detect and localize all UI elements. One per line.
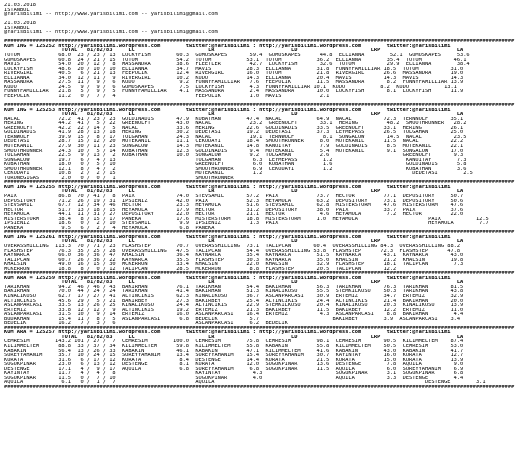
document-line: KUM ING = 125261 http://yarisbilimi.wordpress.com twitter:@YarisBilimi : http://yarisbilimi.wordpress.com twitter:@YarisBilimi: [4, 234, 451, 240]
document-line: HERING 44.2 41 / 5 / 22 GREENOLFT 43.0 NACAL 23.2 GREENOLFT 33.1 HERING 48.2 SMOOTHRUNNER 28.2: [4, 121, 467, 126]
document-line: KUM ING = 125253 http://yarisbilimi.wordpress.com twitter:@YarisBilimi : http://yarisbilimi.wordpress.com twitter:@YarisBilimi: [4, 107, 451, 113]
document-line: SOGUKPINAR 11.5 0 / 7 / 10 SOGUKPINAR 4.0 AQUILA 3.3 DESTENGE 4.4: [4, 375, 464, 381]
document-line: TERNWOLF 39.9 15 / 8 / 17 TOLGAHAN 24.3 NACAL 19.1 TERNWOLF 8.1 SONGALOW 14.5 NACAL 23.5: [4, 134, 467, 140]
document-line: ################################################################################################################################################################: [4, 230, 515, 235]
document-line: MUTEKANIL 27.9 30 / 11 / 23 SONGALOW 14.3 MUTEKANIL 14.8 KANUITAY 7.9 GOLDINADIS 8.5 MUTEKANIL 22.1: [4, 143, 464, 149]
document-line: TOTOM 68.0 23 / 23 / 13 LUCKYFISH 60.3 GUMUSKAPES 59.4 GUMUSKAPES 44.8 ELLIANNA 52.1 GUMUSKAPES 53.6: [4, 53, 470, 58]
document-line: DEPOSITORY 71.2 26 / 19 / 31 IPSIENIZ 42.0 PAIX 52.3 HEYAMOLA 63.2 DEPOSITORY 73.1 DEPOSITORY 50.6: [4, 198, 464, 204]
document-line: 21.03.2018: [4, 3, 36, 8]
document-line: SOGUKPINAR 23.0 6 / 13 / 12 DESTENGE 8.1 KURATA 12.0 SOGUKPINAR 13.6 DESTENGE 7.8 AQUILA 9.0: [4, 362, 464, 367]
document-line: ALTINCIKIS 45.6 29 / 5 / 21 BAKIRBEY 27.3 BAKIRBEY 25.4 ALTINCIKIS 24.4 ALTINCIKIS 21.4 BAKIRHAN 20.0: [4, 298, 464, 304]
document-line: GREENOLFT 42.2 22 / 14 / 5 NACAL 33.6 HERING 22.6 GOLDINADIS 33.5 GREENOLFT 33.1 HERING 26.1: [4, 125, 464, 131]
document-line: AQUILA 6.1 0 / 1 / 7 AQUILA DESTENGE 3.1: [4, 380, 486, 385]
document-line: MCKERRON 18.8 8 / 0 / 12 TALIPCAN 28.5 MCKERRON 8.8 FLASHSTEP 20.5 TALIPCAN 12.2: [4, 266, 397, 272]
document-line: IPSIENIZ 18.6 0 / 2 / 10 STEVSAMIL 9.9 IPSIENIZ 1.3 PAIX HEYAMOLA 7.7: [4, 221, 489, 226]
document-line: ################################################################################################################################################################: [4, 180, 515, 185]
document-line: STEVSAMIL 67.7 12 / 34 / 46 HECTOR 23.3 HEYAMOLA 51.6 STEVSAMIL 62.8 MISTERSTORM 47.6 MISTERSTORM 47.6: [4, 203, 464, 208]
document-line: GUMUSKAPES 60.8 24 / 21 / 15 TOTOM 54.2 TOTOM 53.1 TOTOM 36.2 ELLIANNA 35.4 TOTOM 46.1: [4, 57, 467, 63]
document-line: NACAL 72.2 41 / 23 / 23 GOLDINADIS 47.9 KOBATHAN 47.4 NACAL 64.9 NACAL 72.3 TERNNOLF 35.1: [4, 116, 464, 122]
document-line: OVERASSHILLING 113.3 70 / 71 / 23 FLASHSTEP 70.7 OVERASSHILLING 73.1 TALIPCAN 60.4 OVERASSHILLING 84.3 OVERASSHILLING 88.2: [4, 243, 461, 249]
document-line: MISTERSTORM 38.4 8 / 15 / 17 PANEKA 17.6 MISTERSTORM 18.8 MISTERSTORM 1.0 HEYAMOLA PAIX 12.5: [4, 216, 489, 222]
document-line: DEDETASI 28.7 15 / 12 / 20 MUTEKANIL 11.1 CEKODAYI 18.4 SMOOTHRUNNER 8.0 MUTEKANIL 11.5 NACAL 22.2: [4, 139, 464, 144]
document-line: TORONEGIGAS 2.0 0 / 0 / 1 SMOOTHRUNNER: [4, 175, 234, 181]
document-line: TOTAL 81/82/83 LC LR LD LRP LA: [4, 280, 464, 285]
document-line: ################################################################################################################################################################: [4, 103, 515, 108]
document-line: KINALIKUSU 62.7 17 / 27 / 41 ALTINCIKIS 62.3 KINALIKUSU 36.7 ASLANPARCASI 30.9 ERTEMIZ 34.7 ERTEMIZ 32.9: [4, 294, 464, 299]
document-line: KUM ARA = 125257 http://yarisbilimi.wordpress.com twitter:@YarisBilimi : http://yarisbilimi.wordpress.com twitter:@YarisBilimi: [4, 330, 451, 335]
document-line: KOBATHAN 18.0 0 / 5 / 10 GREENOLFT 6.0 KOBATHAN 1.6 GOLDINADIS 5.8: [4, 162, 467, 167]
document-line: ################################################################################################################################################################: [4, 325, 515, 331]
document-line: TOTAL 81/82/83 LC LR LD LRP LA: [4, 112, 464, 117]
document-line: TOTAL 81/82/83 LC LR LD LRP LA: [4, 189, 464, 194]
document-line: TOLGAHAN 22.5 9 / 13 / 2 KOBATHAN 10.0 SONGALOW 9.2 TOLGAHAN 2.6 GREENOLFT 9.3: [4, 153, 464, 158]
document-line: KUM ING = 125252 http://yarisbilimi.wordpress.com twitter:@YarisBilimi : http://yarisbilimi.wordpress.com twitter:@YarisBilimi: [4, 43, 451, 49]
document-line: 21.03.2018: [4, 21, 36, 26]
document-line: @YarisBilimi -- http://www.yarisbilimi.com -- yarisbilimi@gmail.com: [4, 12, 218, 17]
document-line: SMOOTHRUNNER 12.1 8 / 4 / 2 SMOOTHRUNNER 6.9 CEKODAYI 1.2 KOBATHAN 3.6: [4, 166, 467, 172]
document-line: ELLIANNA 34.0 12 / 11 / 9 RIVERGIRL 10.2 KUDO 14.3 ELLIANNA 20.4 MAVIS 14.3 MAVIS 14.3: [4, 75, 464, 81]
document-line: KUDO 24.5 9 / 9 / 6 GUMUSKAPES 7.5 LUCKYFISH 4.3 FUNNYFAMILLIAR 10.1 KUDO 8.2 KUDO 13.1: [4, 84, 457, 90]
document-line: BUDAKHAN 15.4 11 / 8 / 5 ASLANPARCASI 6.8 BEDELIK 5.7 BAKIRBEY 3.9 ASLANPARCASI 3.4: [4, 316, 461, 322]
document-line: KILIMMELTEM 88.8 33 / 37 / 34 KILIMMELTEM 59.8 KILIMMELTEM 55.8 KABAKIN 55.8 KILIMMELTEM 50.5 CEMRESIM 53.0: [4, 344, 464, 349]
document-line: KAYNARCA 66.0 36 / 36 / 47 KHALSIN 36.4 KAYNARCA 35.4 KAYNARCA 51.5 KAYNARCA 43.1 KAYNARCA 43.0: [4, 253, 464, 258]
document-line: CEMRESIM 143.2 101 / 27 / 7 CEMRESIM 100.0 CEMRESIM 75.8 CEMRESIM 98.1 CEMRESIM 90.5 KILIMMELTEM 87.4: [4, 339, 464, 345]
document-line: FLASHSTEP 76.3 35 / 25 / 28 OVERASSHILLING 47.5 TALIPCAN 54.4 OVERASSHILLING 53.8 FLASHSTEP 72.3 FLASHSTEP 47.8: [4, 248, 461, 254]
document-line: HEYAMOLA 44.1 11 / 31 / 27 DEPOSITORY 22.0 HECTOR 21.1 HECTOR 4.6 HEYAMOLA 7.2 HECTOR 22.0: [4, 212, 464, 217]
document-line: PANEKA 9.5 6 / 2 / 4 HEYAMOLA 6.8 PANEKA: [4, 225, 215, 231]
document-line: KURATA 31.6 6 / 17 / 12 KURATA 8.4 DESTENGE 14.4 KURATA 21.5 KURATA 15.0 KURATA 13.9: [4, 357, 464, 363]
document-line: MAVIS 54.0 20 / 12 / 8 MASSANDRA 38.6 FLEETLER 42.7 LUCKYFISH 32.6 TOTOM 29.9 ELLIANNA 38.4: [4, 62, 470, 67]
document-line: TOTAL 81/82/83 LC LR LD LRP LA: [4, 239, 464, 244]
document-line: ISTANBUL: [4, 25, 30, 31]
document-line: ASLANPARCASI 31.5 10 / 9 / 14 ERTEMIZ 16.0 ASLANPARCASI 16.4 ERTEMIZ 4.3 ASLANPARCASI 8.8 BAKIRHAN 4.4: [4, 312, 464, 317]
document-line: @YarisBilimi -- http://www.yarisbilimi.com -- yarisbilimi@gmail.com: [4, 30, 218, 35]
document-line: BAKIRHAN 70.0 44 / 24 / 24 TARIKHAN 41.4 BAKIRHAN 51.3 KINALIKUSU 55.5 STEMKILKUSU 50.3 TARIKHAN 43.8: [4, 289, 464, 294]
document-line: FUNNYFAMILLIAR 21.8 5 / 9 / 5 FUNNYFAMILLIAR 4.1 MASSANDRA 2.4 MASSANDRA 10.0 LUCKYFISH 8.1 LUCKYFISH 11.9: [4, 89, 464, 94]
document-line: ################################################################################################################################################################: [4, 39, 515, 44]
document-line: KHALSIN 49.0 16 / 15 / 30 MCKERRON 33.4 KHALSIN 22.0 KHALSIN 32.9 FLASHSTEP 18.1 TALIPCAN 7.3: [4, 262, 464, 267]
document-line: PAIX 86.8 70 / 41 / 8 PAIX 74.0 STEVSAMIL 57.2 PAIX 73.7 HECTOR 77.1 DEPOSITORY 50.7: [4, 193, 464, 199]
document-line: LUCKYFISH 48.6 20 / 10 / 10 ELLIANNA 34.7 MAVIS 28.3 ELLIANNA 31.8 FUNNYFAMILLIAR 18.5 TOTOM 31.0: [4, 66, 464, 72]
document-line: ASLANPARCASI 33.5 13 / 26 / 25 KINALIKUSU 24.4 ALTINCIKIS 22.9 STEMKILKUSU 20.4 KINALIKUSU 20.3 KINALIKUSU 13.9: [4, 303, 464, 308]
document-line: ISTANBUL: [4, 7, 30, 13]
document-line: KABAKIN 56.4 13 / 26 / 33 KABAKIN 46.1 KABAKIN 47.1 KILIMMELTEM 41.6 KABAKIN 43.0 KABAKIN 41.7: [4, 348, 464, 354]
document-line: CEKODAYI 10.8 2 / 2 / 15 MUTEKANIL 1.2 DEDETASI 2.5: [4, 171, 473, 176]
document-line: MASSANDRA 27.5 11 / 9 / 6 KUDO 9.2 FUNNYFAMILLIAR 7.6 FEEPOLIK 11.5 MASSANDRA 8.2 FUNNYFAMILLIAR 13.9: [4, 80, 464, 85]
document-line: DESTENGE 17.1 4 / 9 / 17 AQUILA 6.8 SUREYYAHANIM 6.8 SOGUKPINAR 11.5 AQUILA 6.0 SUREYYAHANIM 6.9: [4, 366, 464, 372]
document-line: SUREYYAHANIM 35.7 10 / 24 / 15 SUREYYAHANIM 13.4 SUREYYAHANIM 15.4 SUREYYAHANIM 30.7 KAYINTAY 16.0 KURATA 12.7: [4, 353, 464, 358]
document-line: TOTAL 81/82/83 LC LR LD LRP LA: [4, 334, 464, 340]
document-line: BEDELIK 16.2 7 / 3 / 6 ASLANPARCASI 6.2 BEDELIK: [4, 321, 288, 326]
document-line: RIVERGIRL 40.5 6 / 21 / 13 FEEPOLIK 12.4 RIVERGIRL 16.0 TOTOM 21.8 RIVERGIRL 26.6 MASSANDRA 19.0: [4, 71, 464, 76]
document-line: SONGALOW 19.7 6 / 4 / 13 TOLGAHAN 6.3 LEYMEPASS 1.2 KANUITAY 7.3: [4, 157, 467, 163]
document-line: KAYINTAY 11.7 4 / 4 / 8 KAYINTAY 4.3 SOGUKPINAR 3.1 SOGUKPINAR 6.8: [4, 371, 464, 376]
document-line: TALIPCAN 60.7 26 / 36 / 22 KAYNARCA 35.5 FLASHSTEP 30.3 KAYNARCA 35.0 KHALSIN 21.2 KHALSIN 19.8: [4, 257, 464, 263]
document-line: HECTOR 51.7 13 / 18 / 15 HEYAMOLA 17.9 HECTOR 31.2 DEPOSITORY 38.0 PAIX 33.7 PAIX 37.6: [4, 207, 464, 213]
document-line: ################################################################################################################################################################: [4, 271, 515, 276]
document-line: GOLDINADIS 41.9 28 / 13 / 18 HERING 30.2 DEDETASI 19.2 DEDETASI 37.3 LEYMEPASS 26.5 TOLGAHAN 25.0: [4, 130, 464, 135]
document-line: FEEPOLIK 11.2 0 / 7 / 4 FEEPOLIK 1.0 MAVIS 2.1: [4, 93, 330, 99]
document-line: ERTEMIZ 33.8 12 / 12 / 9 ALTINCIKIS 19.2 ERTEMIZ 21.3 BAKIRBEY 11.5 BAKIRBEY 12.2 ERTEMIZ 11.0: [4, 307, 464, 313]
document-line: KUM ARA = 125259 http://yarisbilimi.wordpress.com twitter:@YarisBilimi : http://yarisbilimi.wordpress.com twitter:@YarisBilimi: [4, 275, 451, 281]
document-line: SMOOTHRUNNER 24.3 10 / 5 / 14 KOBATHAN 12.3 GOLDINADIS 9.4 MUTEKANIL 5.4 MUTEKANIL 9.1 SONGALOW 17.0: [4, 148, 464, 154]
document-line: KUM ING = 125255 http://yarisbilimi.wordpress.com twitter:@YarisBilimi : http://yarisbilimi.wordpress.com twitter:@YarisBilimi: [4, 184, 451, 190]
document-line: ################################################################################################################################################################: [4, 384, 515, 390]
document-line: TOTAL 81/82/83 LC LR LD LRP LA: [4, 48, 464, 54]
document-line: TARIKHAN 94.2 46 / 46 / 43 BAKIRHAN 76.1 TARIKHAN 54.4 BAKIRHAN 56.3 TARIKHAN 76.3 TARIKHAN 81.5: [4, 284, 464, 290]
